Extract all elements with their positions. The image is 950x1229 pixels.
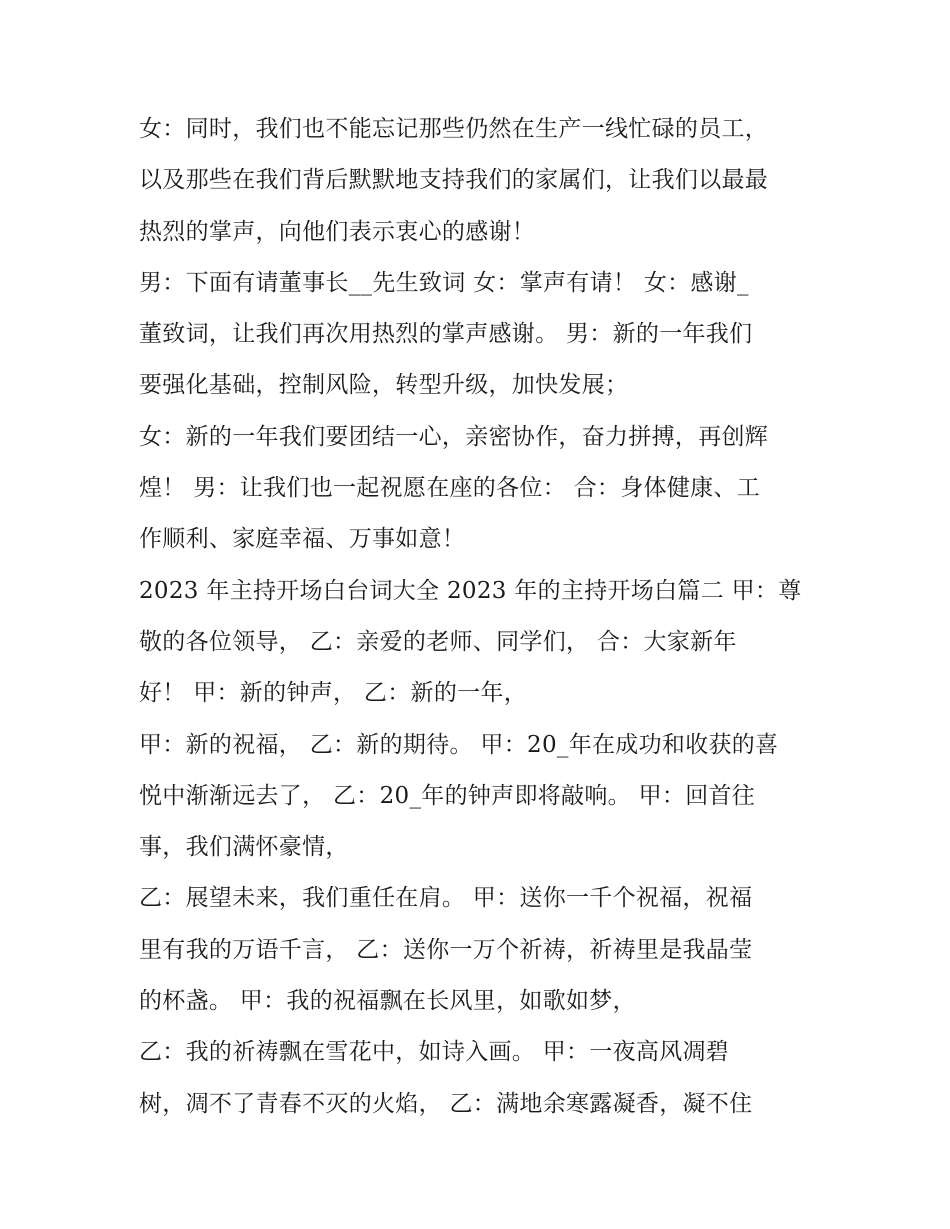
text-line: 作顺利、家庭幸福、万事如意！ <box>139 526 466 553</box>
text-line: 的杯盏。 甲：我的祝福飘在长风里，如歌如梦， <box>139 988 636 1015</box>
text-line: 里有我的万语千言， 乙：送你一万个祈祷，祈祷里是我晶莹 <box>139 936 753 963</box>
text-line: 女：新的一年我们要团结一心，亲密协作，奋力拼搏，再创辉 <box>139 423 769 450</box>
text-line: 男：下面有请董事长__先生致词 女：掌声有请！ 女：感谢_ <box>139 269 749 296</box>
text-line: 女：同时，我们也不能忘记那些仍然在生产一线忙碌的员工， <box>139 116 769 142</box>
text-line: 以及那些在我们背后默默地支持我们的家属们，让我们以最最 <box>139 167 769 194</box>
document-body <box>139 104 829 1130</box>
text-line: 悦中渐渐远去了， 乙：20_年的钟声即将敲响。 甲：回首往 <box>139 782 756 809</box>
text-line: 2023 年主持开场白台词大全 2023 年的主持开场白篇二 甲：尊 <box>139 577 802 604</box>
text-line: 煌！ 男：让我们也一起祝愿在座的各位： 合：身体健康、工 <box>139 475 761 502</box>
text-line: 要强化基础，控制风险，转型升级，加快发展； <box>139 372 629 399</box>
text-line: 树，凋不了青春不灭的火焰， 乙：满地余寒露凝香，凝不住 <box>139 1090 753 1117</box>
text-line: 乙：展望未来，我们重任在肩。 甲：送你一千个祝福，祝福 <box>139 885 753 912</box>
text-line: 甲：新的祝福， 乙：新的期待。 甲：20_年在成功和收获的喜 <box>139 731 779 758</box>
text-line: 热烈的掌声，向他们表示衷心的感谢！ <box>139 218 536 245</box>
text-line: 事，我们满怀豪情， <box>139 834 349 861</box>
text-line: 董致词，让我们再次用热烈的掌声感谢。 男：新的一年我们 <box>139 321 753 348</box>
text-line: 好！ 甲：新的钟声， 乙：新的一年， <box>139 680 528 707</box>
text-line: 乙：我的祈祷飘在雪花中，如诗入画。 甲：一夜高风凋碧 <box>139 1039 730 1066</box>
text-line: 敬的各位领导， 乙：亲爱的老师、同学们， 合：大家新年 <box>139 628 737 655</box>
